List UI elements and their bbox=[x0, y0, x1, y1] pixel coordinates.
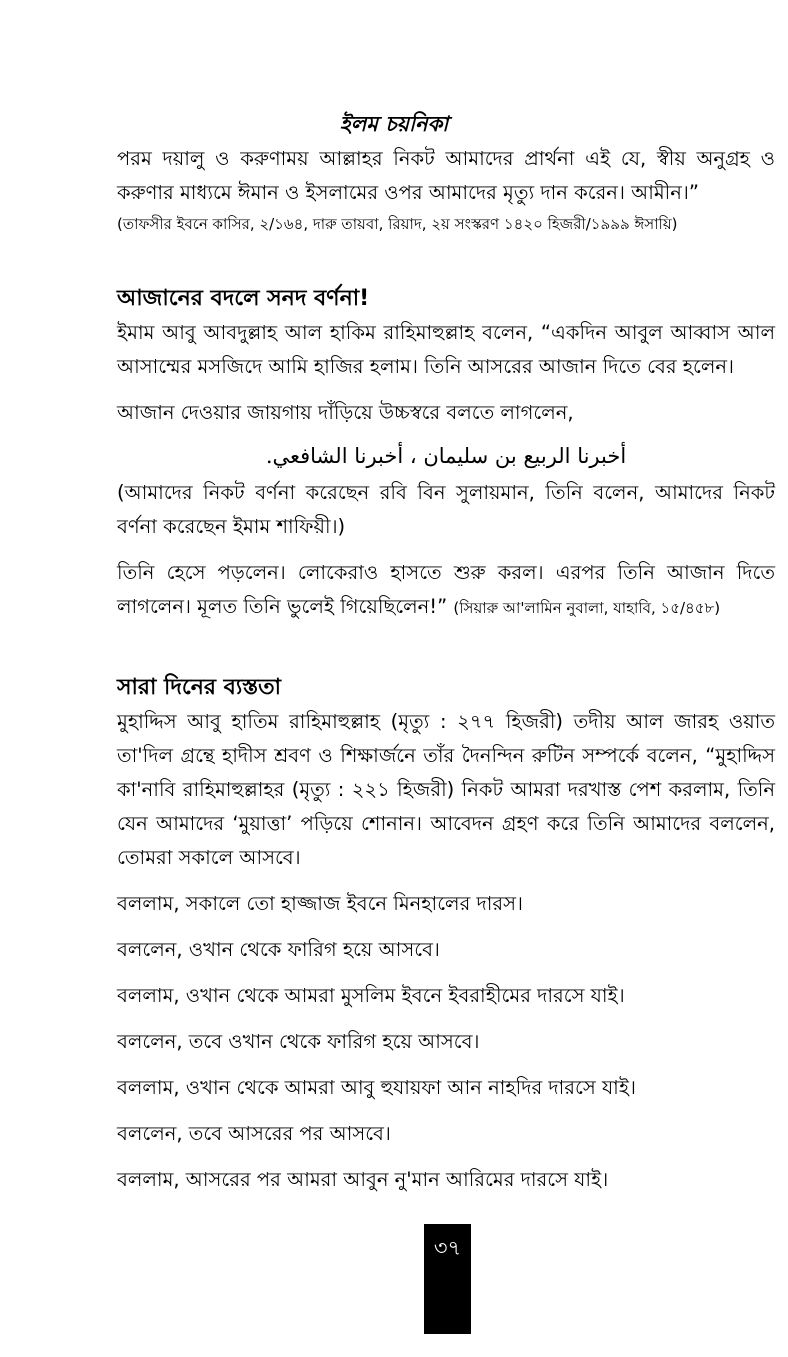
section2-paragraph-1: মুহাদ্দিস আবু হাতিম রাহিমাহুল্লাহ (মৃত্যু : ২৭৭ হিজরী) তদীয় আল জারহ ওয়াত তা'দিল গ্রন্থে হাদীস শ্রবণ ও শিক্ষার্জনে তাঁর দৈনন্দিন রুটিন সম্পর্কে বলেন, “মুহাদ্দিস কা'নাবি রাহিমাহুল্লাহর (মৃত্যু : ২২১ হিজরী) নিকট আমরা দরখাস্ত পেশ করলাম, তিনি যেন আমাদের ‘মুয়াত্তা’ পড়িয়ে শোনান। আবেদন গ্রহণ করে তিনি আমাদের বললেন, তোমরা সকালে আসবে। bbox=[117, 710, 775, 869]
dialogue-line: বললেন, তবে ওখান থেকে ফারিগ হয়ে আসবে। bbox=[117, 1030, 480, 1053]
section1-translation: (আমাদের নিকট বর্ণনা করেছেন রবি বিন সুলায়মান, তিনি বলেন, আমাদের নিকট বর্ণনা করেছেন ইমাম শাফিয়ী।) bbox=[117, 481, 775, 538]
section1-paragraph-4-text: তিনি হেসে পড়লেন। লোকেরাও হাসতে শুরু করল। এরপর তিনি আজান দিতে লাগলেন। মূলত তিনি ভুলেই গিয়েছিলেন!” bbox=[117, 561, 775, 618]
dialogue-line: বললেন, ওখান থেকে ফারিগ হয়ে আসবে। bbox=[117, 938, 440, 961]
section1-citation: (সিয়ারু আ'লামিন নুবালা, যাহাবি, ১৫/৪৫৮) bbox=[453, 599, 721, 617]
dialogue-line: বললাম, ওখান থেকে আমরা আবু হুযায়ফা আন নাহদির দারসে যাই। bbox=[117, 1076, 636, 1099]
section1-paragraph-4 bbox=[117, 556, 775, 625]
page-number-tab bbox=[424, 1224, 471, 1334]
arabic-quote: أخبرنا الربيع بن سليمان ، أخبرنا الشافعي. bbox=[265, 444, 627, 468]
section1-paragraph-2: আজান দেওয়ার জায়গায় দাঁড়িয়ে উচ্চস্বরে বলতে লাগলেন, bbox=[117, 401, 574, 424]
section-heading-busy-day: সারা দিনের ব্যস্ততা bbox=[117, 675, 281, 700]
dialogue-line: বললাম, সকালে তো হাজ্জাজ ইবনে মিনহালের দারস। bbox=[117, 892, 523, 915]
section1-paragraph-1: ইমাম আবু আবদুল্লাহ আল হাকিম রাহিমাহুল্লাহ বলেন, “একদিন আবুল আব্বাস আল আসাম্মের মসজিদে আমি হাজির হলাম। তিনি আসরের আজান দিতে বের হলেন। bbox=[117, 321, 775, 378]
intro-citation: (তাফসীর ইবনে কাসির, ২/১৬৪, দারু তায়বা, রিয়াদ, ২য় সংস্করণ ১৪২০ হিজরী/১৯৯৯ ঈসায়ি) bbox=[117, 215, 678, 233]
dialogue-line: বললাম, ওখান থেকে আমরা মুসলিম ইবনে ইবরাহীমের দারসে যাই। bbox=[117, 984, 625, 1007]
section-heading-azan: আজানের বদলে সনদ বর্ণনা! bbox=[117, 286, 370, 311]
page-number: ৩৭ bbox=[433, 1236, 462, 1260]
dialogue-line: বললেন, তবে আসরের পর আসবে। bbox=[117, 1122, 391, 1145]
intro-paragraph: পরম দয়ালু ও করুণাময় আল্লাহর নিকট আমাদের প্রার্থনা এই যে, স্বীয় অনুগ্রহ ও করুণার মাধ্যমে ঈমান ও ইসলামের ওপর আমাদের মৃত্যু দান করেন। আমীন।” bbox=[117, 147, 775, 204]
dialogue-line: বললাম, আসরের পর আমরা আবুন নু'মান আরিমের দারসে যাই। bbox=[117, 1168, 609, 1191]
running-head: ইলম চয়নিকা bbox=[339, 112, 449, 136]
page-content bbox=[117, 142, 775, 1197]
